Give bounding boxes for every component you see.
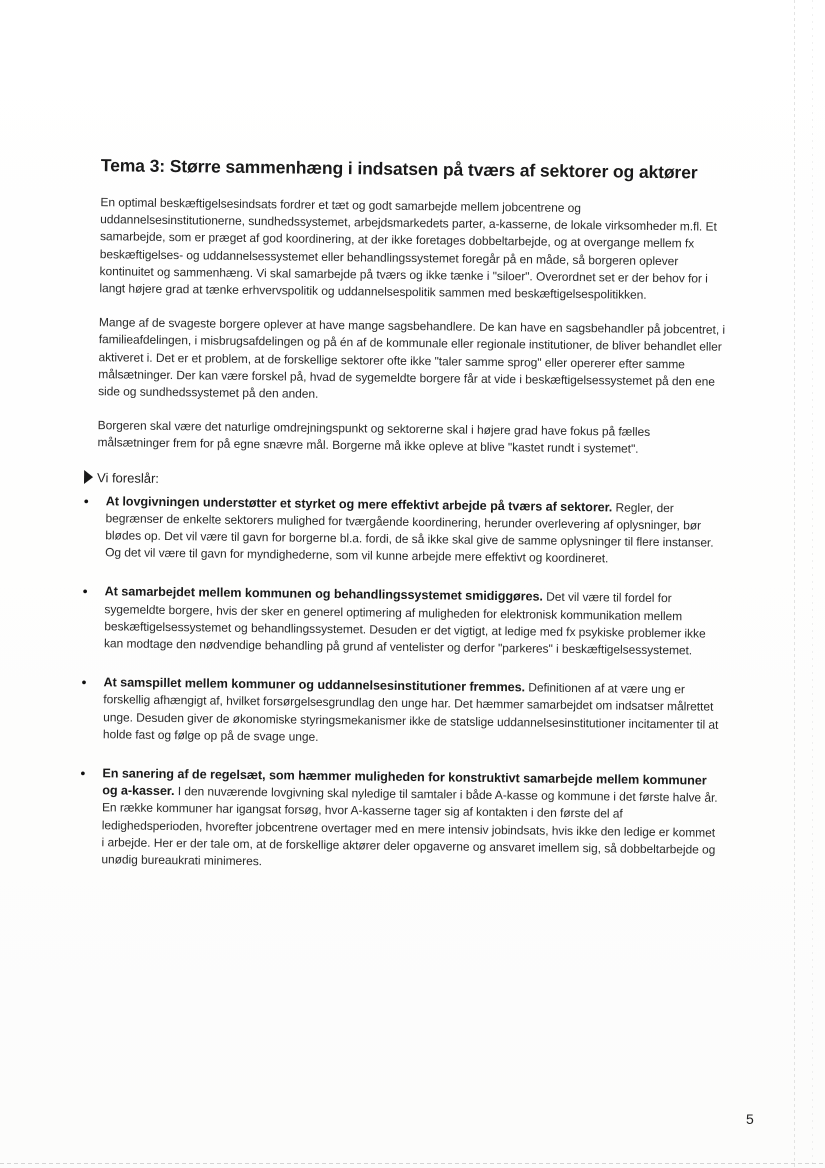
bullet-icon: • <box>81 674 87 691</box>
scan-edge-line <box>794 0 795 1168</box>
page-content <box>79 155 728 898</box>
scan-edge-line <box>0 1163 825 1164</box>
list-item-lead: En sanering af de regelsæt, som hæmmer muligheden for konstruktivt samarbejde mellem kommuner og a-kasser. <box>102 766 707 799</box>
bullet-icon: • <box>80 765 86 782</box>
list-item-lead: At samspillet mellem kommuner og uddannelsesinstitutioner fremmes. <box>103 675 526 695</box>
list-item <box>81 674 722 751</box>
page-title: Tema 3: Større sammenhæng i indsatsen på tværs af sektorer og aktører <box>100 155 698 183</box>
list-item <box>82 583 723 660</box>
list-item-text: Regler, der begrænser de enkelte sektorers mulighed for tværgående koordinering, herunder overlevering af oplysninger, bør blødes op. Det vil være til gavn for borgerne bl.a. fordi, de så ikke skal give de samme oplysninger til flere instanser. Og det vil være til gavn for myndighederne, som vil kunne arbejde mere effektivt og koordineret. <box>105 500 714 566</box>
arrow-right-icon <box>84 470 93 484</box>
list-item <box>79 765 720 876</box>
bullet-icon: • <box>83 492 89 509</box>
list-item-text: Definitionen af at være ung er forskellig afhængigt af, hvilket forsørgelsesgrundlag den unge har. Det hæmmer samarbejdet om indsatser målrettet unge. Desuden giver de økonomiske styringsmekanismer ikke de statslige uddannelsesinstitutioner incitamenter til at holde fast og følge op på de svage unge. <box>102 680 719 744</box>
list-item-text: I den nuværende lovgivning skal nyledige til samtaler i både A-kasse og kommune i det første halve år. En række kommuner har igangsat forsøg, hvor A-kasserne tager sig af kontakten i den første del af ledighedsperioden, hvorefter jobcentrene overtager med en mere intensiv jobindsats, hvis ikke den ledige er kommet i arbejde. Her er der tale om, at de forskellige aktører deler opgaverne og ansvaret imellem sig, så dobbeltarbejde og unødig bureaukrati minimeres. <box>101 784 718 869</box>
scan-edge-line <box>812 0 813 1168</box>
list-item-text: Det vil være til fordel for sygemeldte borgere, hvis der sker en generel optimering af muligheden for elektronisk kommunikation mellem beskæftigelsessystemet og behandlingssystemet. Desuden er det vigtigt, at ledige med fx psykiske problemer ikke kan modtage den nødvendige behandling på grund af ventelister og derfor "parkeres" i beskæftigelsessystemet. <box>103 590 706 658</box>
list-item-lead: At lovgivningen understøtter et styrket og mere effektivt arbejde på tværs af sektorer. <box>105 493 613 515</box>
bullet-icon: • <box>82 583 88 600</box>
list-item <box>83 493 724 570</box>
body-paragraph: En optimal beskæftigelsesindsats fordrer et tæt og godt samarbejde mellem jobcentrene og uddannelsesinstitutionerne, sundhedssystemet, arbejdsmarkedets parter, a-kasserne, de lokale virksomheder m.fl. Et samarbejde, som er præget af god koordinering, at der ikke foretages dobbeltarbejde, og at overgange mellem fx beskæftigelses- og uddannelsessystemet eller behandlingssystemet foregår på en måde, så borgeren oplever kontinuitet og sammenhæng. Vi skal samarbejde på tværs og ikke tænke i "siloer". Overordnet set er der behov for i langt højere grad at tænke erhvervspolitik og uddannelsespolitik sammen med beskæftigelsespolitikken. <box>99 195 717 302</box>
body-paragraph: Borgeren skal være det naturlige omdrejningspunkt og sektorerne skal i højere grad have fokus på fælles målsætninger frem for på egne snævre mål. Borgerne må ikke opleve at blive "kastet rundt i systemet". <box>97 418 651 457</box>
proposal-label: Vi foreslår: <box>96 469 160 486</box>
page-number: 5 <box>746 1111 754 1127</box>
proposal-list <box>79 493 724 876</box>
body-paragraph: Mange af de svageste borgere oplever at have mange sagsbehandlere. De kan have en sagsbehandler på jobcentret, i familieafdelingen, i misbrugsafdelingen og på én af de kommunale eller regionale institutioner, de bliver behandlet eller aktiveret i. Det er et problem, at de forskellige sektorer ofte ikke "taler samme sprog" eller opererer efter samme målsætninger. Der kan være forskel på, hvad de sygemeldte borgere får at vide i beskæftigelsessystemet på den ene side og sundhedssystemet på den anden. <box>98 315 726 401</box>
list-item-lead: At samarbejdet mellem kommunen og behandlingssystemet smidiggøres. <box>104 584 544 605</box>
proposal-heading <box>84 470 724 493</box>
